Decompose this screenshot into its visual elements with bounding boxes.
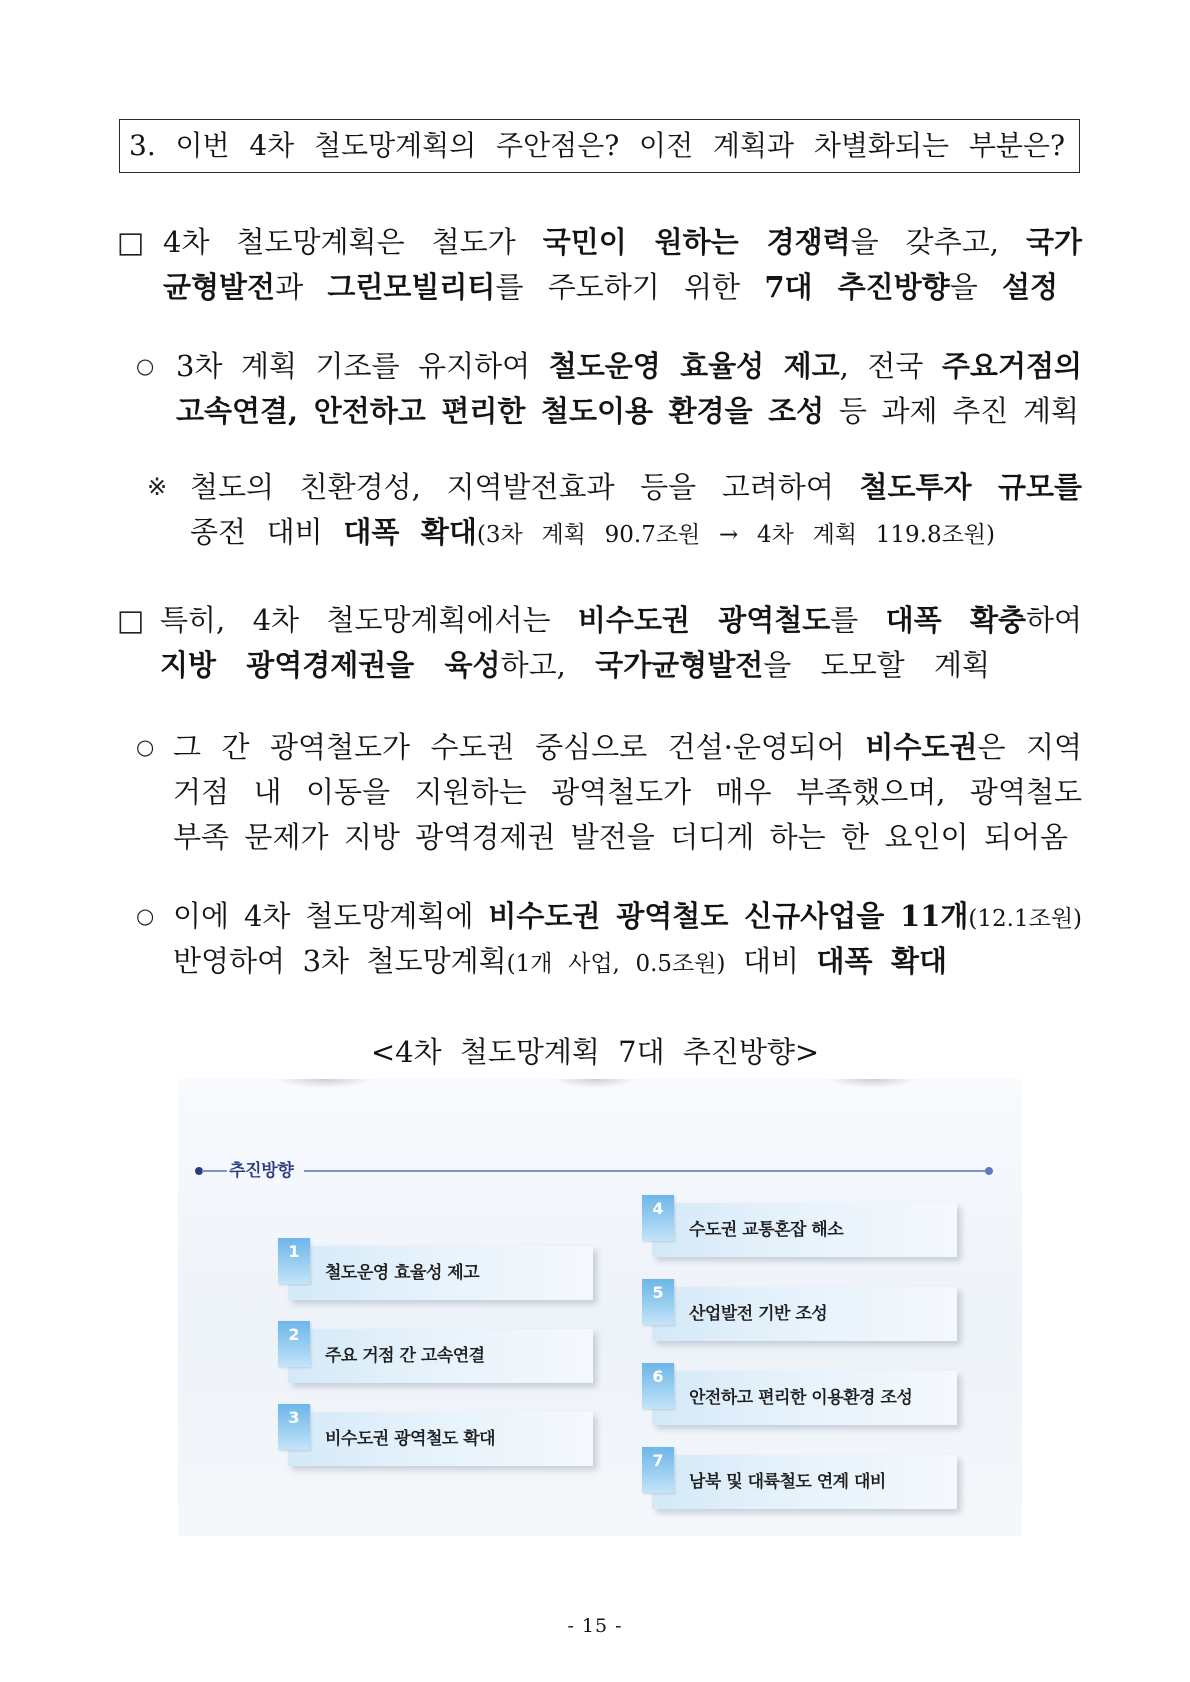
text-line [163, 220, 1082, 265]
paragraph-text [173, 725, 1082, 860]
header-rule [202, 1170, 227, 1172]
item-label: 수도권 교통혼잡 해소 [689, 1220, 844, 1240]
item-number: 2 [288, 1325, 300, 1344]
body-text: 그 간 광역철도가 수도권 중심으로 건설·운영되어 [173, 730, 866, 764]
text-line [160, 598, 1082, 643]
paragraph-text [173, 894, 1082, 984]
text-line [173, 894, 1082, 939]
body-text: 을 [949, 270, 1002, 304]
section-title-box [119, 119, 1080, 173]
body-text: 등 과제 추진 계획 [824, 394, 1079, 428]
header-rule [304, 1170, 986, 1172]
paragraph-text [176, 344, 1082, 434]
body-text: 부족 문제가 지방 광역경제권 발전을 더디게 하는 한 요인이 되어옴 [173, 820, 1068, 854]
emphasized-text: 국민이 원하는 경쟁력 [542, 225, 851, 259]
emphasized-text: 대폭 확대 [816, 944, 948, 978]
direction-item [288, 1408, 593, 1466]
item-number: 7 [652, 1451, 664, 1470]
body-text: 과 [275, 270, 328, 304]
page-number: - 15 - [567, 1615, 623, 1637]
text-line [176, 344, 1082, 389]
item-number-badge [642, 1279, 674, 1325]
text-line [176, 389, 1082, 434]
body-text: 반영하여 3차 철도망계획 [173, 944, 507, 978]
body-text: 은 지역 [977, 730, 1082, 764]
emphasized-text: 철도투자 규모를 [859, 470, 1083, 504]
item-number: 6 [652, 1367, 664, 1386]
circle-bullet-icon: ○ [136, 904, 155, 928]
item-label: 남북 및 대륙철도 연계 대비 [689, 1472, 886, 1492]
body-text: 하여 [1025, 603, 1083, 637]
emphasized-text: 국가균형발전 [595, 648, 764, 682]
parenthetical-note: (1개 사업, 0.5조원) [506, 951, 726, 977]
item-number-badge [642, 1447, 674, 1493]
direction-item [652, 1283, 957, 1341]
header-right-dot [985, 1167, 993, 1175]
body-text: , 전국 [839, 349, 942, 383]
body-text: 거점 내 이동을 지원하는 광역철도가 매우 부족했으며, 광역철도 [173, 775, 1082, 809]
square-bullet-icon: □ [117, 225, 145, 259]
item-number: 4 [652, 1199, 664, 1218]
body-text: 을 도모할 계획 [763, 648, 990, 682]
emphasized-text: 7대 추진방향 [764, 270, 950, 304]
item-number-badge [278, 1321, 310, 1367]
item-number: 5 [652, 1283, 664, 1302]
body-text: 하고, [500, 648, 596, 682]
emphasized-text: 비수도권 광역철도 신규사업을 11개 [488, 899, 969, 933]
paragraph-text [160, 598, 1082, 688]
reference-mark-icon: ※ [147, 473, 168, 501]
text-line [190, 465, 1082, 510]
emphasized-text: 그린모빌리티 [327, 270, 496, 304]
direction-item [652, 1367, 957, 1425]
emphasized-text: 균형발전 [163, 270, 276, 304]
item-label: 비수도권 광역철도 확대 [325, 1429, 496, 1449]
direction-item [652, 1451, 957, 1509]
body-text: 대비 [725, 944, 817, 978]
item-number: 3 [288, 1408, 300, 1427]
emphasized-text: 국가 [1025, 225, 1083, 259]
emphasized-text: 비수도권 광역철도 [577, 603, 831, 637]
text-line [173, 939, 1082, 984]
body-text: 종전 대비 [190, 515, 344, 549]
paragraph-text [163, 220, 1082, 310]
emphasized-text: 철도운영 효율성 제고 [548, 349, 840, 383]
text-line [173, 770, 1082, 815]
body-text: 를 [830, 603, 886, 637]
item-number-badge [642, 1363, 674, 1409]
body-text: 철도의 친환경성, 지역발전효과 등을 고려하여 [190, 470, 860, 504]
body-text: 이에 4차 철도망계획에 [173, 899, 489, 933]
item-label: 산업발전 기반 조성 [689, 1304, 828, 1324]
decorative-shadow [554, 1079, 636, 1088]
paragraph-text [190, 465, 1082, 555]
direction-item [288, 1325, 593, 1383]
item-number-badge [278, 1238, 310, 1284]
body-text: 를 주도하기 위한 [495, 270, 765, 304]
text-line [173, 815, 1082, 860]
item-label: 철도운영 효율성 제고 [325, 1263, 480, 1283]
text-line [160, 643, 1082, 688]
item-number-badge [642, 1195, 674, 1241]
parenthetical-note: (3차 계획 90.7조원 → 4차 계획 119.8조원) [476, 522, 995, 548]
circle-bullet-icon: ○ [136, 354, 155, 378]
emphasized-text: 지방 광역경제권을 육성 [160, 648, 501, 682]
item-label: 주요 거점 간 고속연결 [325, 1346, 485, 1366]
text-line [173, 725, 1082, 770]
section-title: 3. 이번 4차 철도망계획의 주안점은? 이전 계획과 차별화되는 부분은? [129, 129, 1065, 162]
emphasized-text: 대폭 확대 [343, 515, 477, 549]
body-text: 3차 계획 기조를 유지하여 [176, 349, 549, 383]
item-number-badge [278, 1404, 310, 1450]
direction-diagram [178, 1079, 1022, 1536]
direction-item [652, 1199, 957, 1257]
text-line [190, 510, 1082, 555]
emphasized-text: 주요거점의 [941, 349, 1082, 383]
square-bullet-icon: □ [117, 603, 145, 637]
emphasized-text: 고속연결, 안전하고 편리한 철도이용 환경을 조성 [176, 394, 825, 428]
circle-bullet-icon: ○ [136, 735, 155, 759]
diagram-header: 추진방향 [229, 1161, 294, 1181]
direction-item [288, 1242, 593, 1300]
body-text: 4차 철도망계획은 철도가 [163, 225, 543, 259]
emphasized-text: 대폭 확충 [885, 603, 1026, 637]
text-line [163, 265, 1082, 310]
figure-caption: <4차 철도망계획 7대 추진방향> [370, 1035, 820, 1069]
emphasized-text: 설정 [1001, 270, 1059, 304]
item-number: 1 [288, 1242, 300, 1261]
decorative-shadow [276, 1079, 373, 1088]
body-text: 을 갖추고, [850, 225, 1026, 259]
body-text: 특히, 4차 철도망계획에서는 [160, 603, 578, 637]
parenthetical-note: (12.1조원) [968, 906, 1083, 932]
emphasized-text: 비수도권 [865, 730, 978, 764]
item-label: 안전하고 편리한 이용환경 조성 [689, 1388, 913, 1408]
decorative-shadow [828, 1079, 917, 1088]
